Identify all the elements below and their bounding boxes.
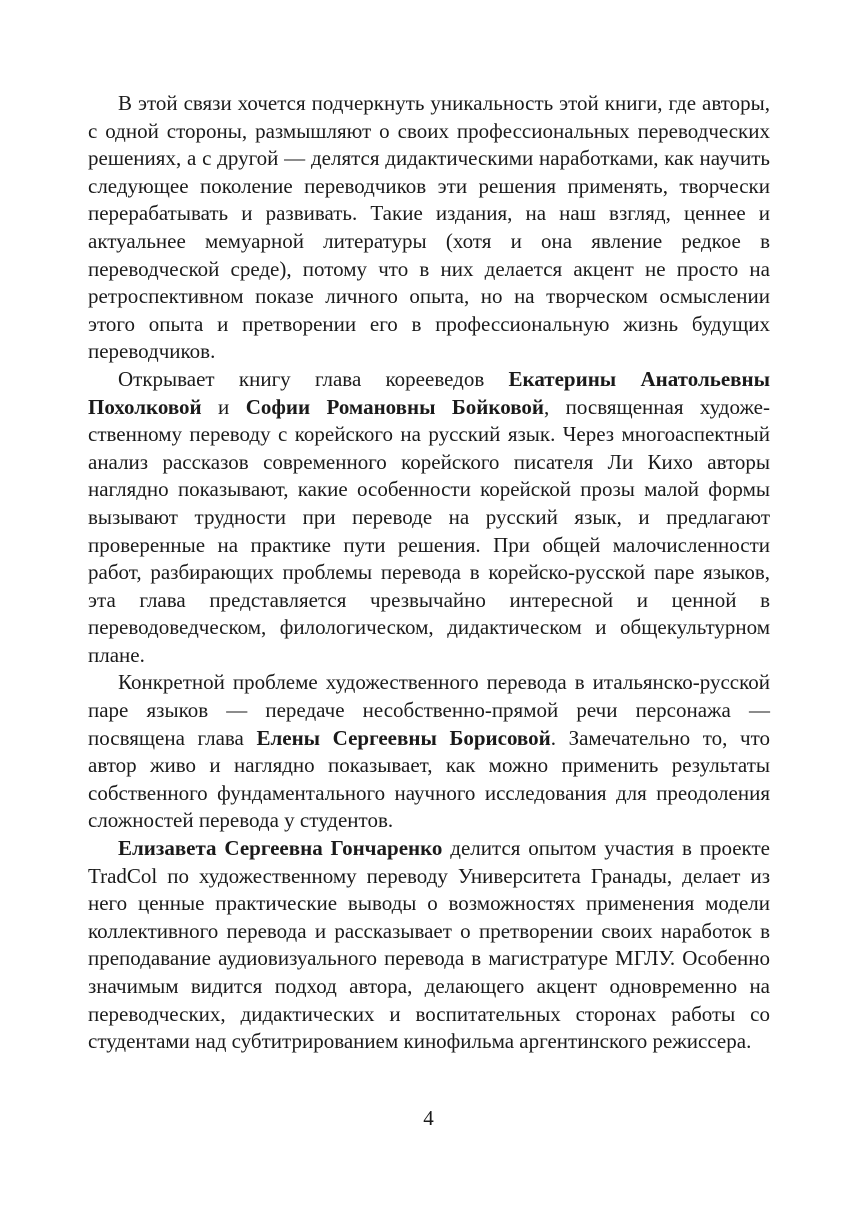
paragraph-text: и bbox=[201, 394, 246, 419]
page-body bbox=[88, 90, 770, 1056]
author-name: Елизавета Сергеевна Гончаренко bbox=[118, 836, 443, 861]
paragraph-uniqueness bbox=[88, 90, 770, 366]
author-name: Екатерины Анатольевны Похолковой bbox=[88, 366, 770, 419]
paragraph-korean-chapter bbox=[88, 366, 770, 670]
paragraph-text: . Замечательно то, что автор живо и наглядно показывает, как можно применить результаты собственного фундаментального научного исследования для преодоления сложностей перевода у студентов. bbox=[88, 725, 770, 833]
author-name: Софии Романовны Бойковой bbox=[245, 394, 544, 419]
paragraph-spanish-chapter bbox=[88, 835, 770, 1056]
paragraph-text: Открывает книгу глава корееведов bbox=[118, 366, 509, 391]
paragraph-italian-chapter bbox=[88, 669, 770, 835]
author-name: Елены Сергеевны Борисовой bbox=[256, 725, 551, 750]
paragraph-text: В этой связи хочется подчеркнуть уникальность этой книги, где авторы, с одной стороны, размышляют о своих профессиональных переводческих решениях, а с другой — делятся дидактическими наработками, как научить следующее поколение переводчиков эти решения применять, творчески перерабатывать и развивать. Такие издания, на наш взгляд, ценнее и актуальнее мемуарной литературы (хотя и она явление редкое в переводческой среде), потому что в них делается акцент не просто на ретроспективном показе личного опыта, но на творческом осмыслении этого опыта и претворении его в профессиональную жизнь будущих переводчиков. bbox=[88, 91, 770, 364]
page-number: 4 bbox=[423, 1106, 434, 1130]
paragraph-text: делится опытом участия в проекте TradCol по художественному переводу Университета Гранады, делает из него ценные практические выводы о возможностях применения модели коллективного перевода и рассказывает о претворении своих наработок в преподавание аудиовизуального перевода в магистратуре МГЛУ. Особенно значимым видится подход автора, делающего акцент одновременно на переводческих, дидактических и воспитательных сторонах работы со студентами над субтитрированием кинофильма аргентинского режиссера. bbox=[88, 836, 770, 1054]
paragraph-text: Конкретной проблеме художественного перевода в итальянско-русской паре языков — передаче несобственно-прямой речи персонажа — посвящена глава bbox=[88, 670, 770, 750]
paragraph-text: , посвященная художественному переводу с корейского на русский язык. Через многоаспектный анализ рассказов современного корейского писателя Ли Кихо авторы наглядно показывают, какие особенности корейской прозы малой формы вызывают трудности при переводе на русский язык, и предлагают проверенные на практике пути решения. При общей малочисленности работ, разбирающих проблемы перевода в корейско-русской паре языков, эта глава представляется чрезвычайно интересной и ценной в переводоведческом, филологическом, дидактическом и общекультурном плане. bbox=[88, 394, 771, 667]
